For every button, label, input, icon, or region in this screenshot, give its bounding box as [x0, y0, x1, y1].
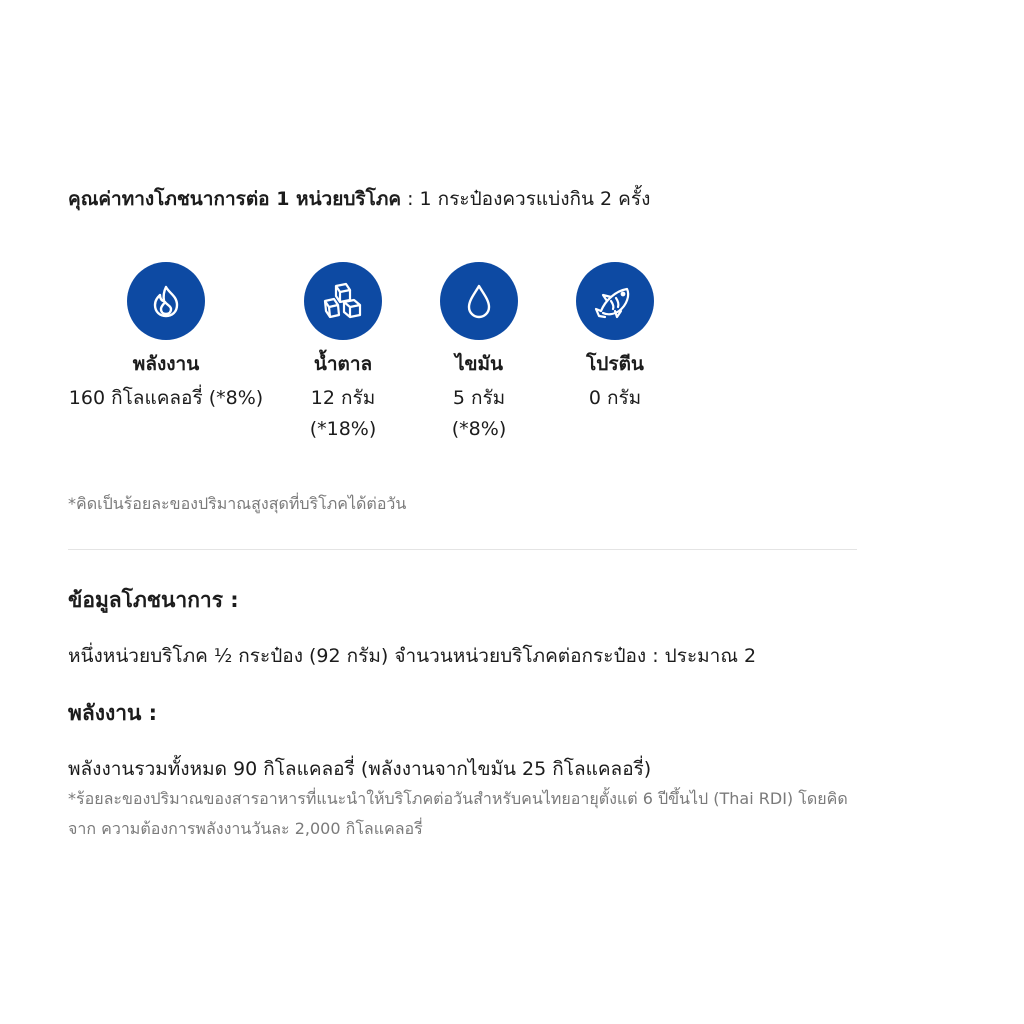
nutrient-name: พลังงาน: [132, 353, 200, 375]
nutrient-amount: 0 กรัม: [588, 387, 642, 409]
divider: [68, 549, 857, 550]
serving-heading-bold: คุณค่าทางโภชนาการต่อ 1 หน่วยบริโภค: [68, 188, 402, 210]
sugar-cubes-icon: [304, 262, 382, 340]
nutrient-percent: (*18%): [309, 418, 377, 440]
nutrient-name: ไขมัน: [454, 353, 504, 375]
serving-heading: [68, 184, 650, 214]
nutrient-protein: [555, 262, 675, 414]
energy-total-line: พลังงานรวมทั้งหมด 90 กิโลแคลอรี่ (พลังงานจากไขมัน 25 กิโลแคลอรี่): [68, 758, 652, 780]
serving-heading-rest: : 1 กระป๋องควรแบ่งกิน 2 ครั้ง: [401, 188, 651, 210]
energy-title: พลังงาน :: [68, 701, 158, 725]
nutrient-name: น้ำตาล: [313, 353, 373, 375]
daily-value-footnote: *คิดเป็นร้อยละของปริมาณสูงสุดที่บริโภคได้ต่อวัน: [68, 494, 407, 513]
serving-size-line: หนึ่งหน่วยบริโภค ½ กระป๋อง (92 กรัม) จำนวนหน่วยบริโภคต่อกระป๋อง : ประมาณ 2: [68, 645, 757, 667]
droplet-icon: [440, 262, 518, 340]
fish-icon: [576, 262, 654, 340]
nutrient-fat: [419, 262, 539, 445]
nutrient-amount: 160 กิโลแคลอรี่ (*8%): [68, 387, 264, 409]
nutrient-amount: 12 กรัม: [310, 387, 376, 409]
nutrient-amount: 5 กรัม: [452, 387, 506, 409]
nutrient-name: โปรตีน: [586, 353, 644, 375]
thai-rdi-note: *ร้อยละของปริมาณของสารอาหารที่แนะนำให้บริโภคต่อวันสำหรับคนไทยอายุตั้งแต่ 6 ปีขึ้นไป (Thai RDI) โดยคิดจาก ความต้องการพลังงานวันละ 2,000 กิโลแคลอรี่: [68, 789, 848, 838]
nutrient-sugar: [283, 262, 403, 445]
nutrition-info-title: ข้อมูลโภชนาการ :: [68, 588, 239, 612]
flame-icon: [127, 262, 205, 340]
nutrient-energy: [68, 262, 264, 414]
nutrient-percent: (*8%): [451, 418, 507, 440]
